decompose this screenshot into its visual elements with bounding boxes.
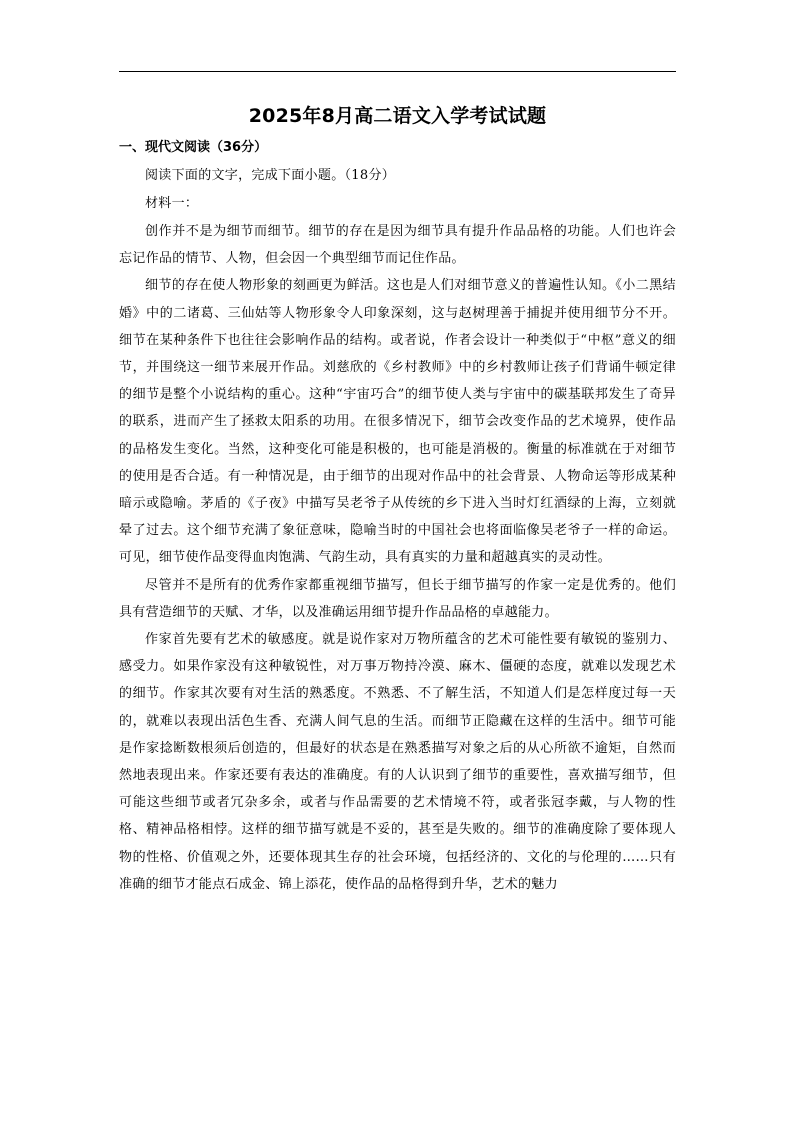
- page-title: 2025年8月高二语文入学考试试题: [248, 105, 547, 127]
- header-rule: [119, 71, 676, 72]
- instruction-text: 阅读下面的文字，完成下面小题。（18分）: [145, 168, 396, 183]
- paragraph-1: 创作并不是为细节而细节。细节的存在是因为细节具有提升作品品格的功能。人们也许会忘记作品的情节、人物，但会因一个典型细节而记住作品。: [119, 224, 676, 267]
- material-label: 材料一：: [145, 196, 199, 211]
- paragraph-4: 作家首先要有艺术的敏感度。就是说作家对万物所蕴含的艺术可能性要有敏锐的鉴别力、感受力。如果作家没有这种敏锐性，对万事万物持冷漠、麻木、僵硬的态度，就难以发现艺术的细节。作家其次要有对生活的熟悉度。不熟悉、不了解生活，不知道人们是怎样度过每一天的，就难以表现出活色生香、充满人间气息的生活。而细节正隐藏在这样的生活中。细节可能是作家捻断数根须后创造的，但最好的状态是在熟悉描写对象之后的从心所欲不逾矩，自然而然地表现出来。作家还要有表达的准确度。有的人认识到了细节的重要性，喜欢描写细节，但可能这些细节或者冗杂多余，或者与作品需要的艺术情境不符，或者张冠李戴，与人物的性格、精神品格相悖。这样的细节描写就是不妥的，甚至是失败的。细节的准确度除了要体现人物的性格、价值观之外，还要体现其生存的社会环境，包括经济的、文化的与伦理的……只有准确的细节才能点石成金、锦上添花，使作品的品格得到升华，艺术的魅力: [119, 632, 676, 892]
- paragraph-2: 细节的存在使人物形象的刻画更为鲜活。这也是人们对细节意义的普遍性认知。《小二黑结婚》中的二诸葛、三仙姑等人物形象令人印象深刻，这与赵树理善于捕捉并使用细节分不开。细节在某种条件下也往往会影响作品的结构。或者说，作者会设计一种类似于“中枢”意义的细节，并围绕这一细节来展开作品。刘慈欣的《乡村教师》中的乡村教师让孩子们背诵牛顿定律的细节是整个小说结构的重心。这种“宇宙巧合”的细节使人类与宇宙中的碳基联邦发生了奇异的联系，进而产生了拯救太阳系的功用。在很多情况下，细节会改变作品的艺术境界，使作品的品格发生变化。当然，这种变化可能是积极的，也可能是消极的。衡量的标准就在于对细节的使用是否合适。有一种情况是，由于细节的出现对作品中的社会背景、人物命运等形成某种暗示或隐喻。茅盾的《子夜》中描写吴老爷子从传统的乡下进入当时灯红酒绿的上海，立刻就晕了过去。这个细节充满了象征意味，隐喻当时的中国社会也将面临像吴老爷子一样的命运。可见，细节使作品变得血肉饱满、气韵生动，具有真实的力量和超越真实的灵动性。: [119, 278, 676, 566]
- section-heading: 一、现代文阅读（36分）: [119, 140, 268, 155]
- paragraph-3: 尽管并不是所有的优秀作家都重视细节描写，但长于细节描写的作家一定是优秀的。他们具有营造细节的天赋、才华，以及准确运用细节提升作品品格的卓越能力。: [119, 577, 676, 620]
- document-body: [119, 98, 676, 898]
